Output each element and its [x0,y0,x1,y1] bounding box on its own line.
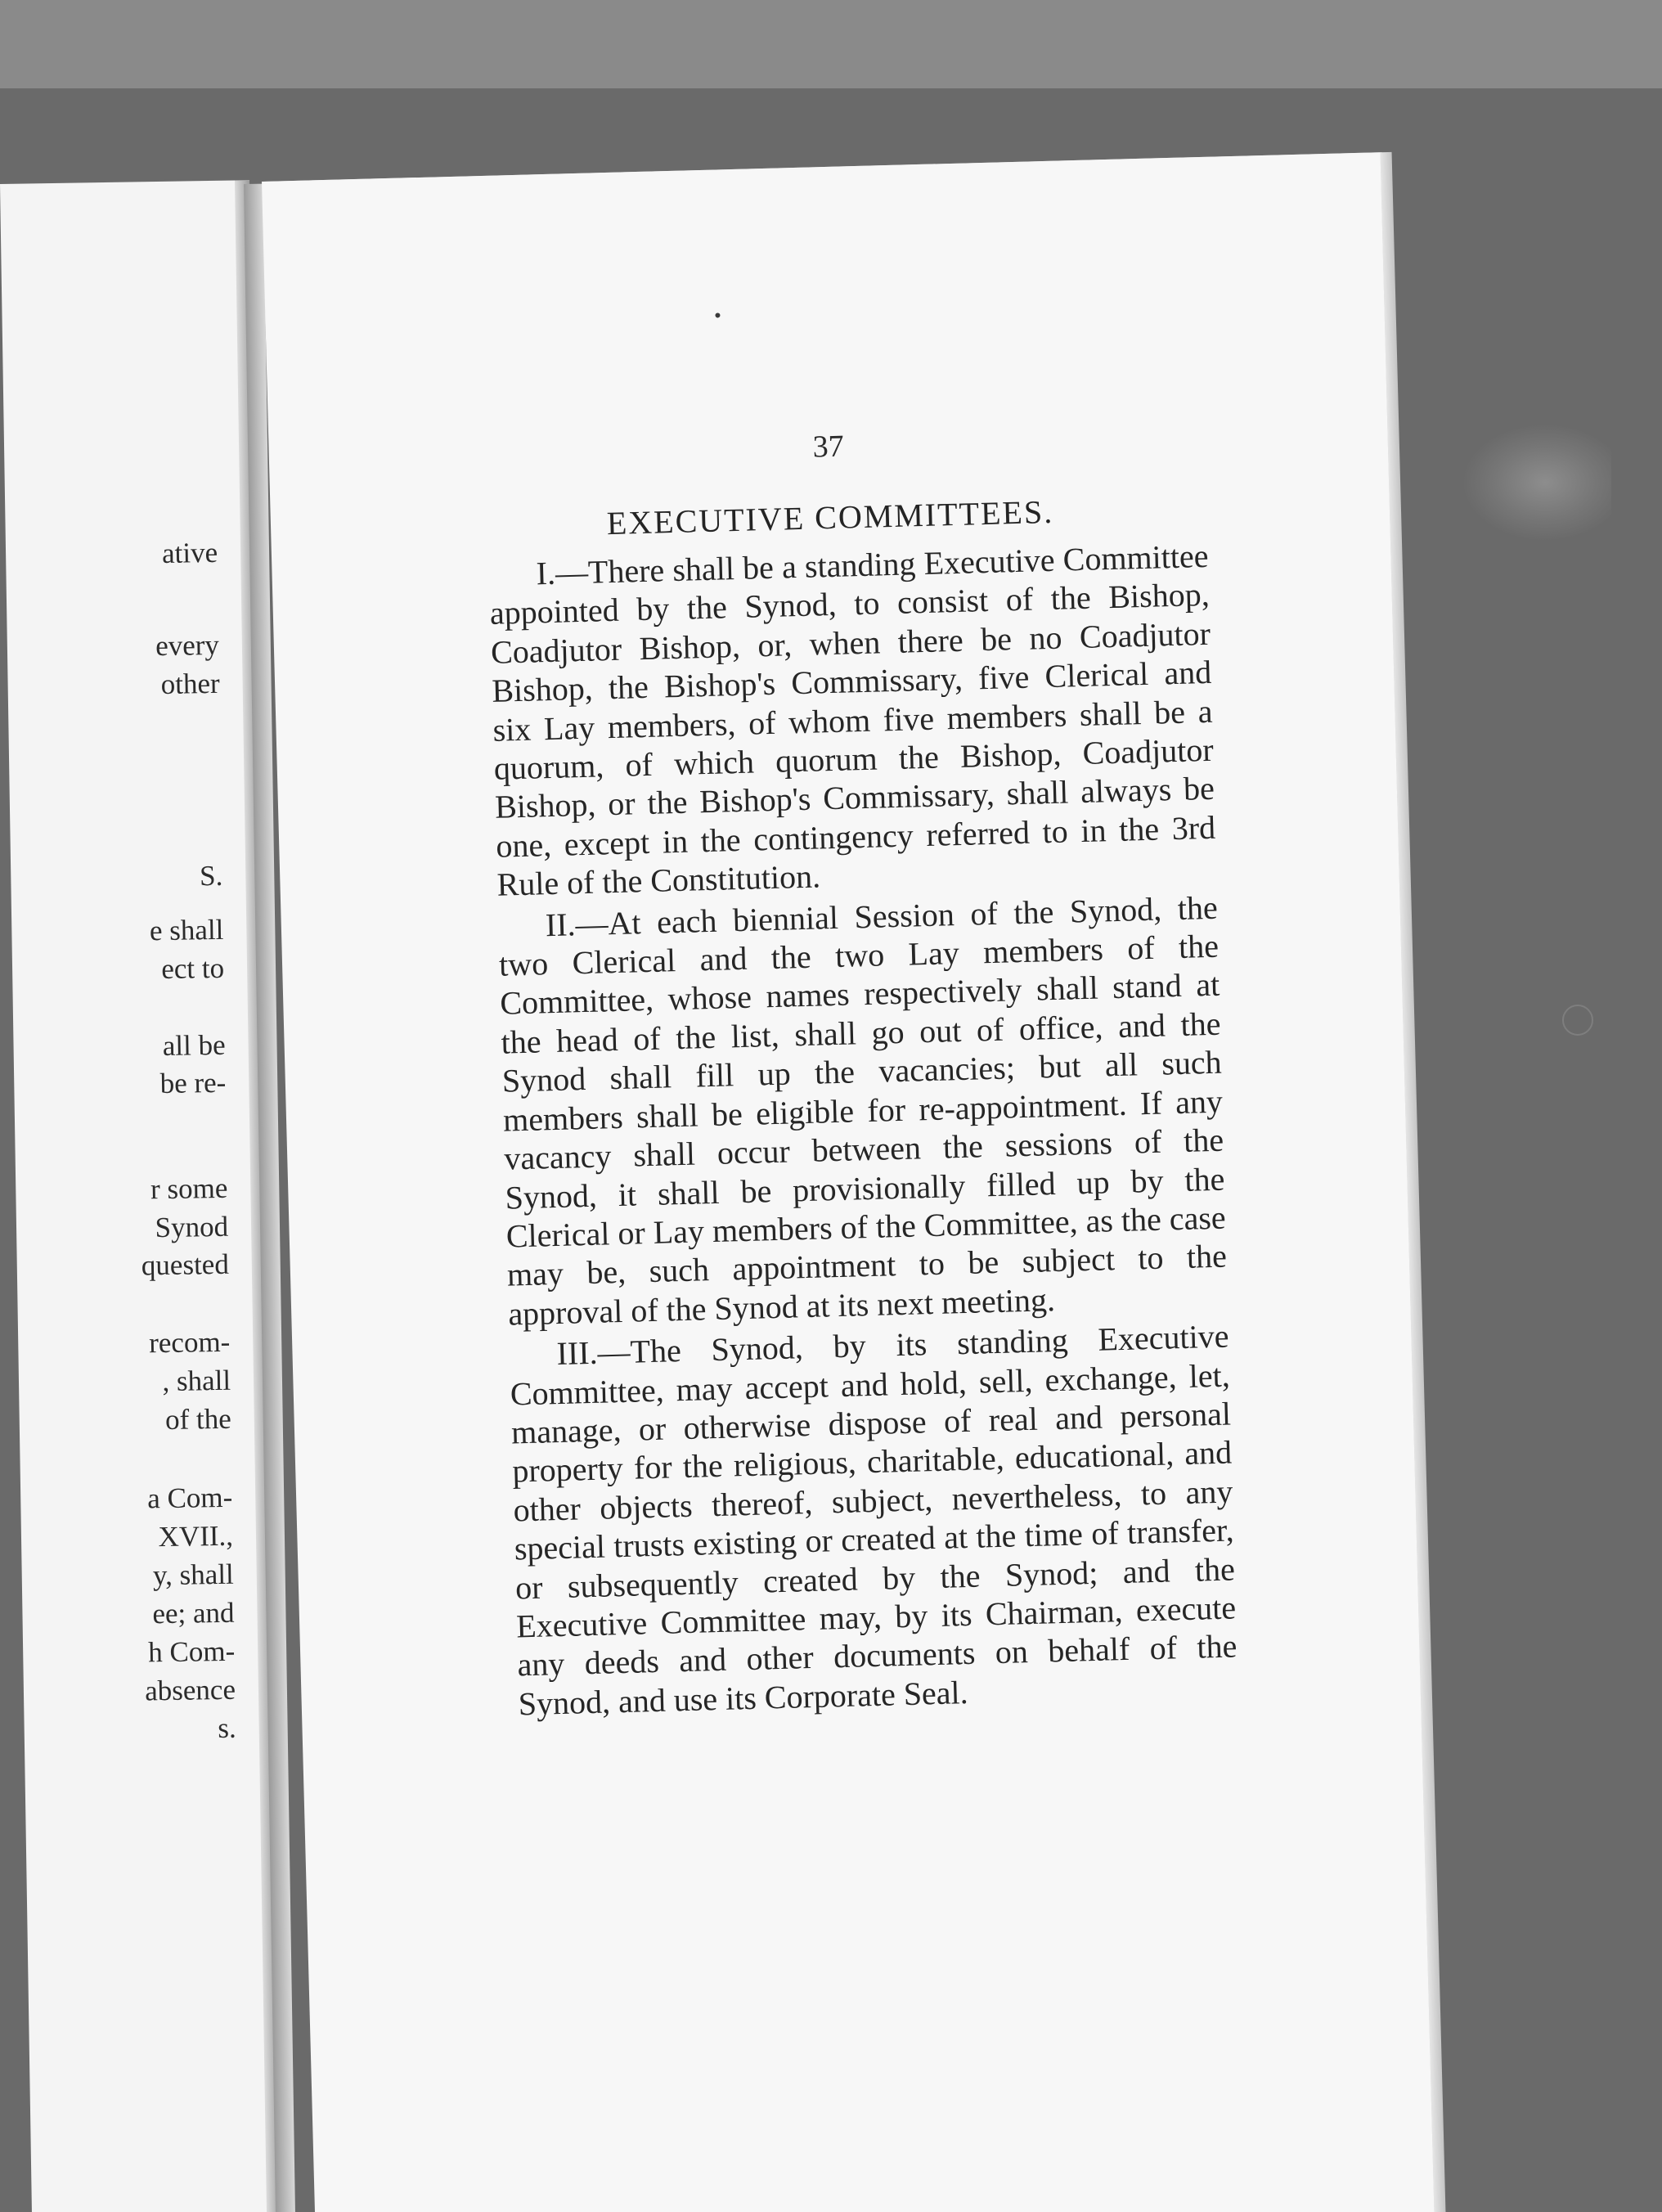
left-page-line: XVII., [158,1519,234,1553]
left-page-line: recom- [148,1325,231,1360]
left-page-line: e shall [149,913,224,947]
left-page-line: s. [217,1711,236,1745]
left-page [0,180,285,2212]
rule-paragraph-1: I.—There shall be a standing Executive Committee appointed by the Synod, to consist of the Bishop, Coadjutor Bishop, or, when there be no Coadjutor Bishop, the Bishop's Commissary, five Clerical and six Lay members, of whom five members shall be a quorum, of which quorum the Bishop, Coadjutor Bishop, or the Bishop's Commissary, shall always be one, except in the contingency referred to in the 3rd Rule of the Constitution. [489,537,1216,904]
left-page-line: quested [141,1248,230,1282]
left-page-line: ect to [161,951,225,986]
left-page-line: S. [199,859,223,892]
right-page [262,152,1439,2212]
left-page-line: be re- [159,1066,227,1100]
left-page-line: every [155,628,220,663]
left-page-line: y, shall [152,1558,235,1592]
left-page-line: all be [162,1028,226,1063]
background-smudge [1464,425,1611,540]
left-page-line: , shall [162,1364,231,1398]
scanner-top-band [0,0,1662,88]
left-page-line: of the [164,1402,232,1436]
left-page-line: r some [150,1171,228,1206]
ink-speck [715,312,720,317]
left-page-line: a Com- [146,1481,233,1515]
background-ring-mark [1562,1005,1593,1036]
body-text [488,537,1238,1726]
left-page-line: ee; and [152,1596,235,1630]
left-page-line: ative [161,536,218,569]
page-number: 37 [812,429,845,465]
rule-paragraph-2: II.—At each biennial Session of the Synod, the two Clerical and the two Lay members of the Committee, whose names respectively shall stand at the head of the list, shall go out of office, and the Synod shall fill up the vacancies; but all such members shall be eligible for re-appointment. If any vacancy shall occur between the sessions of the Synod, it shall be provisionally filled up by the Clerical or Lay members of the Committee, as the case may be, such appointment to be subject to the approval of the Synod at its next meeting. [498,888,1228,1333]
left-page-line: h Com- [147,1634,236,1669]
section-heading: EXECUTIVE COMMITTEES. [606,492,1054,542]
left-page-line: other [160,667,220,700]
left-page-line: absence [144,1673,236,1707]
rule-paragraph-3: III.—The Synod, by its standing Executive Committee, may accept and hold, sell, exchange, let, manage, or otherwise dispose of real and personal property for the religious, charitable, educational, and other objects thereof, subject, nevertheless, to any special trusts existing or created at the time of transfer, or subsequently created by the Synod; and the Executive Committee may, by its Chairman, execute any deeds and other documents on behalf of the Synod, and use its Corporate Seal. [510,1317,1238,1723]
left-page-line: Synod [155,1210,229,1244]
